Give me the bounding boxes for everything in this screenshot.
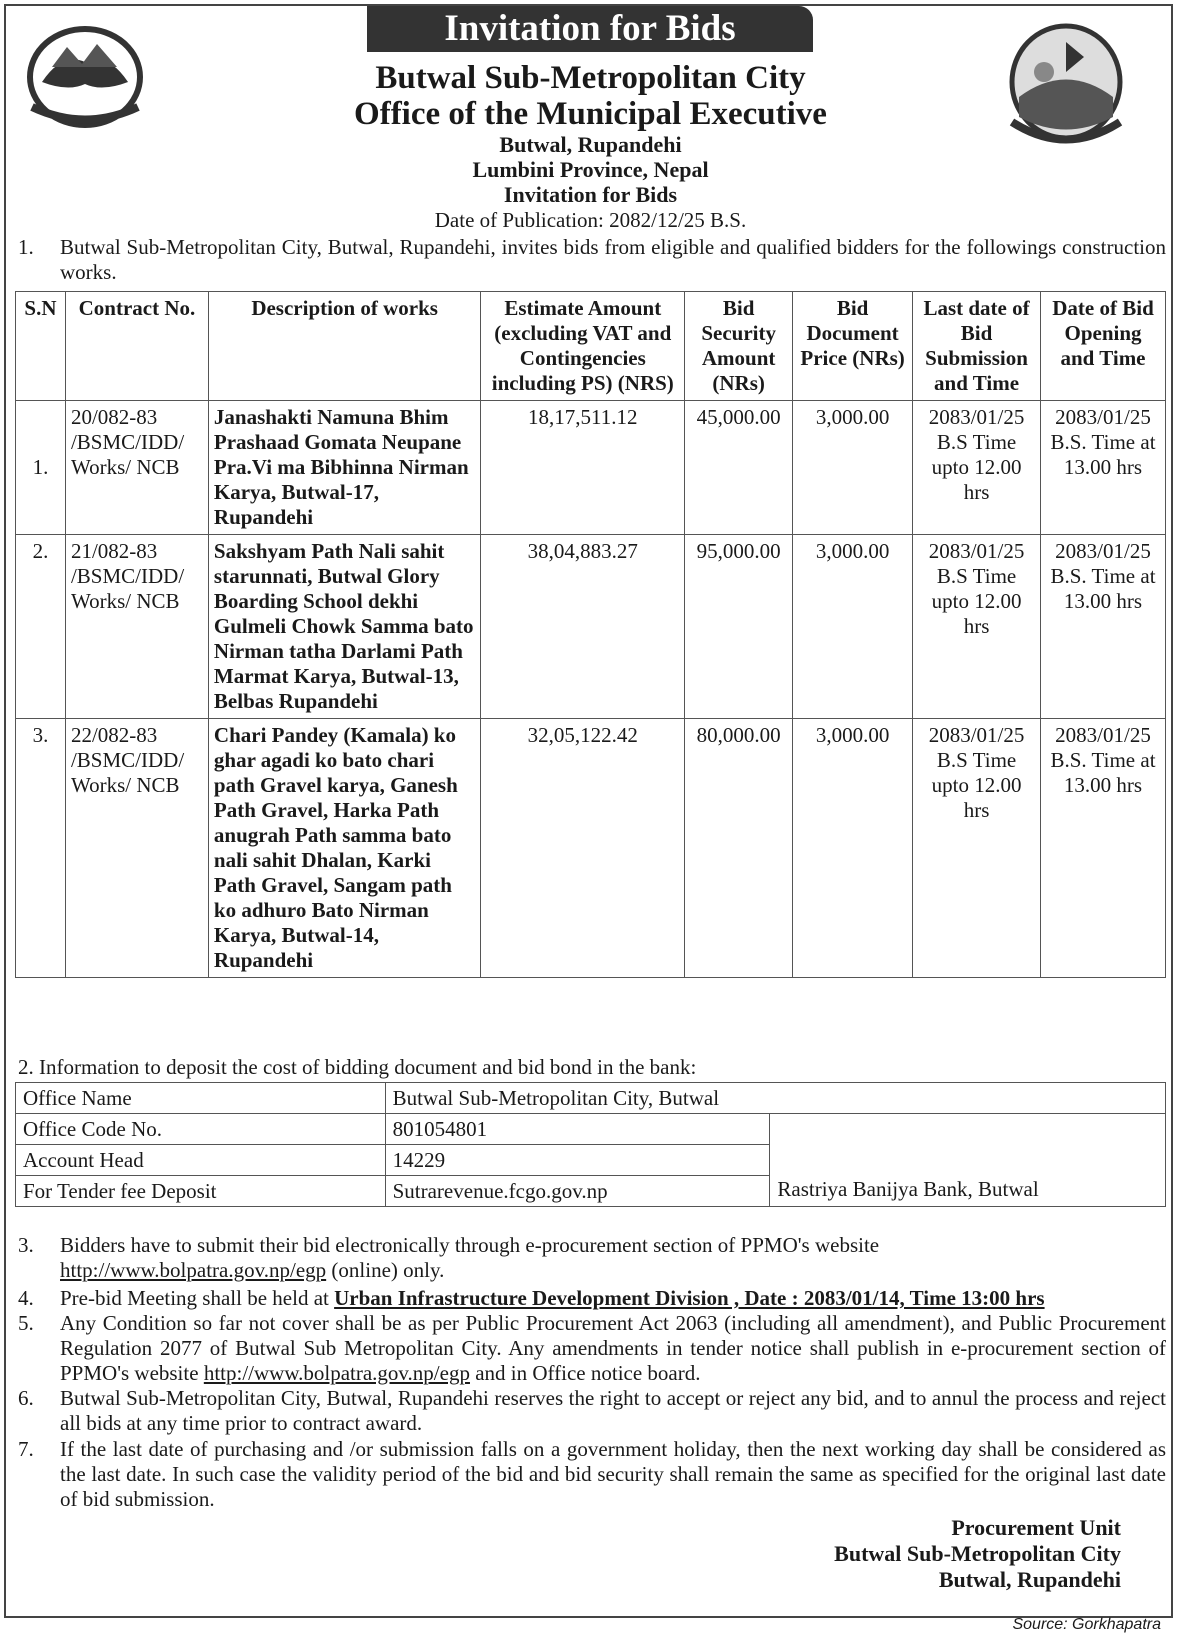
clause-number: 4. <box>18 1286 34 1310</box>
row-contract: 20/082-83 /BSMC/IDD/ Works/ NCB <box>65 401 208 535</box>
banner-title: Invitation for Bids <box>367 6 813 52</box>
clause-text: Butwal Sub-Metropolitan City, Butwal, Rupandehi reserves the right to accept or reject any bid, and to annul the process and reject all bids at any time prior to contract award. <box>60 1386 1166 1435</box>
row-doc-price: 3,000.00 <box>793 719 913 978</box>
clause-text-start: Bidders have to submit their bid electronically through e-procurement section of PPMO's website <box>60 1233 880 1257</box>
bolpatra-link[interactable]: http://www.bolpatra.gov.np/egp <box>60 1258 327 1282</box>
table-row <box>16 401 1166 535</box>
clause-text <box>60 1286 1166 1311</box>
row-description: Janashakti Namuna Bhim Prashaad Gomata Neupane Pra.Vi ma Bibhinna Nirman Karya, Butwal-17, Rupandehi <box>208 401 480 535</box>
row-contract: 22/082-83 /BSMC/IDD/ Works/ NCB <box>65 719 208 978</box>
row-opening: 2083/01/25 B.S. Time at 13.00 hrs <box>1041 719 1166 978</box>
row-doc-price: 3,000.00 <box>793 401 913 535</box>
row-estimate: 38,04,883.27 <box>481 535 685 719</box>
publication-date: Date of Publication: 2082/12/25 B.S. <box>434 208 747 232</box>
office-name: Office of the Municipal Executive <box>354 96 827 132</box>
row-opening: 2083/01/25 B.S. Time at 13.00 hrs <box>1041 401 1166 535</box>
bids-table <box>15 291 1166 978</box>
bank-label: Office Code No. <box>16 1114 386 1145</box>
table-row <box>16 1083 1166 1114</box>
bank-info-table <box>15 1082 1166 1207</box>
table-row <box>16 719 1166 978</box>
clause-number: 5. <box>18 1311 34 1335</box>
province-line: Lumbini Province, Nepal <box>472 157 709 182</box>
address-line: Butwal, Rupandehi <box>499 132 682 157</box>
row-estimate: 18,17,511.12 <box>481 401 685 535</box>
bank-value: 801054801 <box>385 1114 770 1145</box>
col-contract: Contract No. <box>65 292 208 401</box>
bank-name: Rastriya Banijya Bank, Butwal <box>770 1114 1166 1207</box>
table-header-row <box>16 292 1166 401</box>
bank-label: Account Head <box>16 1145 386 1176</box>
signature-block <box>834 1515 1121 1593</box>
row-security: 95,000.00 <box>685 535 793 719</box>
prebid-meeting-details: Urban Infrastructure Development Division , Date : 2083/01/14, Time 13:00 hrs <box>334 1286 1045 1310</box>
row-doc-price: 3,000.00 <box>793 535 913 719</box>
clause-text <box>60 1233 910 1283</box>
row-opening: 2083/01/25 B.S. Time at 13.00 hrs <box>1041 535 1166 719</box>
clause-number: 1. <box>18 235 34 259</box>
col-opening: Date of Bid Opening and Time <box>1041 292 1166 401</box>
bank-value: Butwal Sub-Metropolitan City, Butwal <box>385 1083 1165 1114</box>
clause-number: 3. <box>18 1233 34 1257</box>
row-sn: 3. <box>16 719 66 978</box>
col-description: Description of works <box>208 292 480 401</box>
row-last-date: 2083/01/25 B.S Time upto 12.00 hrs <box>913 535 1041 719</box>
row-last-date: 2083/01/25 B.S Time upto 12.00 hrs <box>913 719 1041 978</box>
row-estimate: 32,05,122.42 <box>481 719 685 978</box>
row-description: Sakshyam Path Nali sahit starunnati, Butwal Glory Boarding School dekhi Gulmeli Chowk Samma bato Nirman tatha Darlami Path Marmat Karya, Butwal-13, Belbas Rupandehi <box>208 535 480 719</box>
table-row <box>16 535 1166 719</box>
row-last-date: 2083/01/25 B.S Time upto 12.00 hrs <box>913 401 1041 535</box>
clause-text-start: Pre-bid Meeting shall be held at <box>60 1286 335 1310</box>
table-row <box>16 1114 1166 1145</box>
clause-text: If the last date of purchasing and /or submission falls on a government holiday, then the next working day shall be considered as the last date. In such case the validity period of the bid and bid security shall remain the same as specified for the original last date of bid submission. <box>60 1437 1166 1511</box>
signature-address: Butwal, Rupandehi <box>938 1567 1121 1592</box>
row-description: Chari Pandey (Kamala) ko ghar agadi ko bato chari path Gravel karya, Ganesh Path Gravel, Harka Path anugrah Path samma bato nali sahit Dhalan, Karki Path Gravel, Sangam path ko adhuro Bato Nirman Karya, Butwal-14, Rupandehi <box>208 719 480 978</box>
row-contract: 21/082-83 /BSMC/IDD/ Works/ NCB <box>65 535 208 719</box>
col-doc-price: Bid Document Price (NRs) <box>793 292 913 401</box>
bolpatra-link[interactable]: http://www.bolpatra.gov.np/egp <box>203 1361 470 1385</box>
clause-text: Butwal Sub-Metropolitan City, Butwal, Rupandehi, invites bids from eligible and qualified bidders for the followings construction works. <box>60 235 1166 284</box>
row-sn: 2. <box>16 535 66 719</box>
signature-office: Butwal Sub-Metropolitan City <box>834 1541 1121 1566</box>
bank-value: 14229 <box>385 1145 770 1176</box>
row-security: 45,000.00 <box>685 401 793 535</box>
clause-number: 7. <box>18 1437 34 1461</box>
row-security: 80,000.00 <box>685 719 793 978</box>
col-sn: S.N <box>16 292 66 401</box>
source-credit: Source: Gorkhapatra <box>1012 1616 1161 1633</box>
bank-value: Sutrarevenue.fcgo.gov.np <box>385 1176 770 1207</box>
clause-text-end: and in Office notice board. <box>469 1361 701 1385</box>
clause-number: 6. <box>18 1386 34 1410</box>
clause-text-end: (online) only. <box>326 1258 445 1282</box>
subtitle: Invitation for Bids <box>503 182 678 207</box>
municipality-name: Butwal Sub-Metropolitan City <box>375 60 806 96</box>
col-last-date: Last date of Bid Submission and Time <box>913 292 1041 401</box>
row-sn: 1. <box>16 401 66 535</box>
col-estimate: Estimate Amount (excluding VAT and Contingencies including PS) (NRS) <box>481 292 685 401</box>
bank-label: Office Name <box>16 1083 386 1114</box>
signature-unit: Procurement Unit <box>951 1515 1121 1540</box>
clause-text <box>60 1311 1166 1386</box>
bank-info-title: 2. Information to deposit the cost of bidding document and bid bond in the bank: <box>18 1055 697 1079</box>
col-security: Bid Security Amount (NRs) <box>685 292 793 401</box>
bank-label: For Tender fee Deposit <box>16 1176 386 1207</box>
clause-text-start: Any Condition so far not cover shall be as per Public Procurement Act 2063 (including all amendment), and Public Procurement Regulation 2077 of Butwal Sub Metropolitan City. Any amendments in tender notice shall publish in e-procurement section of PPMO's website <box>60 1311 1166 1385</box>
